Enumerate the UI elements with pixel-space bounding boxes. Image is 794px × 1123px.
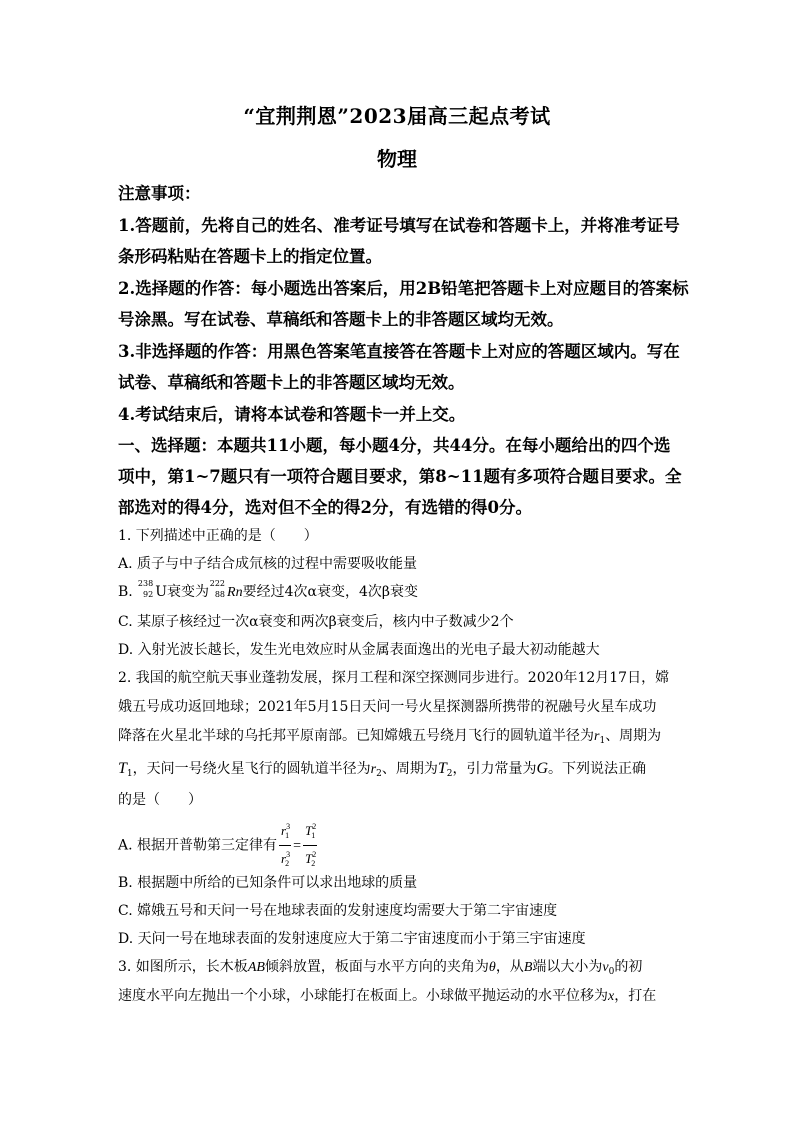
variable: T <box>118 760 127 777</box>
q2-option-a <box>118 818 319 873</box>
q2-text: 、周期为 <box>605 728 662 744</box>
notice-item: 2.选择题的作答：每小题选出答案后，用2B铅笔把答题卡上对应题目的答案标 <box>118 279 689 298</box>
subscript: 1 <box>311 831 316 840</box>
mass-number: 222 <box>209 579 226 588</box>
kepler-fraction-right <box>303 818 317 873</box>
variable: x <box>608 989 615 1004</box>
variable: r <box>370 762 377 777</box>
q2-option-b: B. 根据题中所给的已知条件可以求出地球的质量 <box>118 875 418 891</box>
q2-text: 降落在火星北半球的乌托邦平原南部。已知嫦娥五号绕月飞行的圆轨道半径为 <box>118 728 594 744</box>
q1-option-b-text: 要经过4次α衰变，4次β衰变 <box>242 584 418 600</box>
q2-option-a-text: A. 根据开普勒第三定律有 <box>118 837 278 854</box>
q2-stem-line <box>118 725 661 746</box>
superscript: 3 <box>286 822 291 831</box>
variable: r <box>281 851 287 866</box>
q3-text: 的初 <box>614 959 643 975</box>
q2-text: ，天问一号绕火星飞行的圆轨道半径为 <box>132 761 371 777</box>
variable: r <box>594 729 600 744</box>
q1-stem: 1. 下列描述中正确的是（ ） <box>118 528 318 544</box>
subscript: 0 <box>608 967 615 977</box>
nuclide-rn222 <box>209 579 227 599</box>
q3-stem-line <box>118 956 642 977</box>
variable: B <box>523 960 533 975</box>
section-instructions: 一、选择题：本题共11小题，每小题4分，共44分。在每小题给出的四个选 <box>118 436 671 455</box>
variable: G <box>536 760 549 777</box>
q1-option-b-prefix: B. <box>118 584 138 600</box>
subscript: 1 <box>599 736 606 746</box>
charge-number: 92 <box>143 590 154 599</box>
q3-text: 速度水平向左抛出一个小球，小球能打在板面上。小球做平抛运动的水平位移为 <box>118 988 608 1004</box>
variable: T <box>437 760 447 777</box>
notice-item: 条形码粘贴在答题卡上的指定位置。 <box>118 247 382 266</box>
superscript: 3 <box>286 850 291 859</box>
q1-option-d: D. 入射光波长越长，发生光电效应时从金属表面逸出的光电子最大初动能越大 <box>118 642 600 658</box>
q1-option-b <box>118 581 418 601</box>
notice-item: 号涂黑。写在试卷、草稿纸和答题卡上的非答题区域均无效。 <box>118 310 564 329</box>
q2-text: ，引力常量为 <box>452 761 537 777</box>
variable: T <box>304 851 313 866</box>
charge-number: 88 <box>214 590 226 599</box>
exam-title: “宜荆荆恩”2023届高三起点考试 <box>243 104 551 128</box>
kepler-fraction-left <box>279 818 291 873</box>
variable: θ <box>488 960 496 975</box>
q2-text: 。下列说法正确 <box>548 761 647 777</box>
q1-option-b-text: 衰变为 <box>167 584 210 600</box>
q3-stem-line <box>118 985 656 1005</box>
q2-stem-line: 的是（ ） <box>118 792 202 808</box>
q2-option-c: C. 嫦娥五号和天问一号在地球表面的发射速度均需要大于第二宇宙速度 <box>118 903 558 919</box>
q2-stem-line: 娥五号成功返回地球；2021年5月15日天问一号火星探测器所携带的祝融号火星车成功 <box>118 699 657 715</box>
variable: AB <box>247 960 265 975</box>
q3-text: 3. 如图所示，长木板 <box>118 959 248 975</box>
subscript: 1 <box>126 769 133 779</box>
section-instructions: 部选对的得4分，选对但不全的得2分，有选错的得0分。 <box>118 498 532 517</box>
mass-number: 238 <box>137 579 154 588</box>
element-symbol: Rn <box>227 585 243 600</box>
superscript: 2 <box>312 822 317 831</box>
subscript: 1 <box>285 831 290 840</box>
subscript: 2 <box>446 769 453 779</box>
q1-option-a: A. 质子与中子结合成氘核的过程中需要吸收能量 <box>118 556 418 572</box>
notice-item: 试卷、草稿纸和答题卡上的非答题区域均无效。 <box>118 373 465 392</box>
q2-stem-line <box>118 758 646 779</box>
variable: v <box>602 960 609 975</box>
equals-sign: = <box>293 838 301 854</box>
notice-item: 4.考试结束后，请将本试卷和答题卡一并上交。 <box>118 405 466 424</box>
superscript: 2 <box>312 850 317 859</box>
subscript: 2 <box>285 859 290 868</box>
q1-option-c: C. 某原子核经过一次α衰变和两次β衰变后，核内中子数减少2个 <box>118 614 514 630</box>
section-instructions: 项中，第1~7题只有一项符合题目要求，第8~11题有多项符合题目要求。全 <box>118 467 682 486</box>
subscript: 2 <box>376 769 382 779</box>
exam-subject: 物理 <box>377 147 417 171</box>
q2-stem-line: 2. 我国的航空航天事业蓬勃发展，探月工程和深空探测同步进行。2020年12月17日，嫦 <box>118 670 670 686</box>
q3-text: 倾斜放置，板面与水平方向的夹角为 <box>264 959 489 975</box>
variable: T <box>304 823 313 838</box>
variable: r <box>281 823 287 838</box>
nuclide-u238 <box>137 579 155 599</box>
notice-item: 1.答题前，先将自己的姓名、准考证号填写在试卷和答题卡上，并将准考证号 <box>118 216 680 235</box>
q3-text: ，打在 <box>614 988 657 1004</box>
q2-option-d: D. 天问一号在地球表面的发射速度应大于第二宇宙速度而小于第三宇宙速度 <box>118 931 586 947</box>
element-symbol: U <box>155 584 168 600</box>
subscript: 2 <box>311 859 316 868</box>
notice-item: 3.非选择题的作答：用黑色答案笔直接答在答题卡上对应的答题区域内。写在 <box>118 342 680 361</box>
q3-text: 端以大小为 <box>532 959 603 975</box>
q3-text: ，从 <box>495 959 524 975</box>
notice-heading: 注意事项： <box>118 184 201 203</box>
q2-text: 、周期为 <box>381 761 438 777</box>
